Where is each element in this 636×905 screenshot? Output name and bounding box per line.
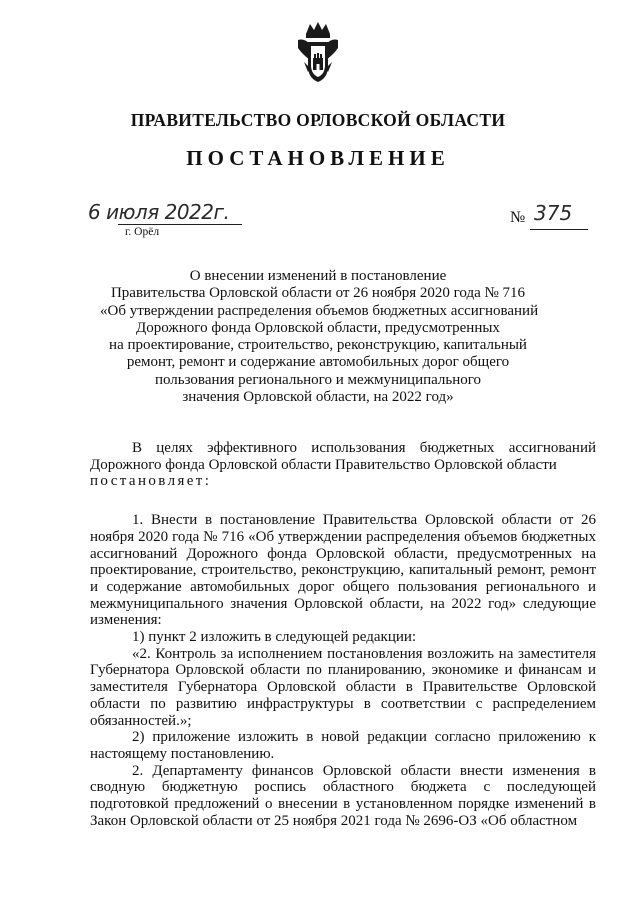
document-type-title: ПОСТАНОВЛЕНИЕ xyxy=(186,146,450,170)
subject-line: значения Орловской области, на 2022 год» xyxy=(182,389,454,406)
number-sign: № xyxy=(510,209,526,226)
subject-line: Правительства Орловской области от 26 ноября 2020 года № 716 xyxy=(110,285,526,302)
subject-line: ремонт, ремонт и содержание автомобильных дорог общего xyxy=(126,354,510,371)
subject-line: «Об утверждении распределения объемов бюджетных ассигнований xyxy=(100,302,539,319)
handwritten-date: 6 июля 2022г. xyxy=(88,200,230,224)
subject-line: Дорожного фонда Орловской области, предусмотренных xyxy=(136,319,500,336)
document-body xyxy=(90,440,596,829)
paragraph-1: 1. Внести в постановление Правительства Орловской области от 26 ноября 2020 года № 716 «Об утверждении распределения объемов бюджетных ассигнований Дорожного фонда Орловской области, предусмотренных на проектирование, строительство, реконструкцию, капитальный ремонт, ремонт и содержание автомобильных дорог общего пользования регионального и межмуниципального значения Орловской области, на 2022 год» следующие изменения: xyxy=(90,512,596,629)
date-underline xyxy=(118,224,242,225)
city-label: г. Орёл xyxy=(125,226,160,238)
preamble-paragraph: В целях эффективного использования бюджетных ассигнований Дорожного фонда Орловской области Правительство Орловской области xyxy=(90,440,596,473)
paragraph-1-item-2: 2) приложение изложить в новой редакции согласно приложению к настоящему постановлению. xyxy=(90,729,596,762)
subject-line: О внесении изменений в постановление xyxy=(189,268,447,284)
paragraph-2: 2. Департаменту финансов Орловской области внести изменения в сводную бюджетную роспись областного бюджета с последующей подготовкой предложений о внесении в установленном порядке изменений в Закон Орловской области от 25 ноября 2021 года № 2696-ОЗ «Об областном xyxy=(90,762,596,829)
organization-name: ПРАВИТЕЛЬСТВО ОРЛОВСКОЙ ОБЛАСТИ xyxy=(130,110,506,130)
handwritten-number: 375 xyxy=(534,201,573,225)
document-subject xyxy=(100,268,539,406)
subject-line: пользования регионального и межмуниципального xyxy=(154,371,482,388)
subject-line: на проектирование, строительство, реконструкцию, капитальный xyxy=(109,337,527,354)
coat-of-arms-icon xyxy=(296,20,340,86)
paragraph-1-quote: «2. Контроль за исполнением постановления возложить на заместителя Губернатора Орловской области по планированию, экономике и финансам и заместителя Губернатора Орловской области в Правительстве Орловской области по развитию инфраструктуры в соответствии с распределением обязанностей.»; xyxy=(90,645,596,729)
resolves-word: постановляет: xyxy=(90,473,212,490)
paragraph-1-item-1: 1) пункт 2 изложить в следующей редакции: xyxy=(132,629,417,646)
paragraph-gap xyxy=(90,490,596,512)
number-underline xyxy=(530,229,588,230)
